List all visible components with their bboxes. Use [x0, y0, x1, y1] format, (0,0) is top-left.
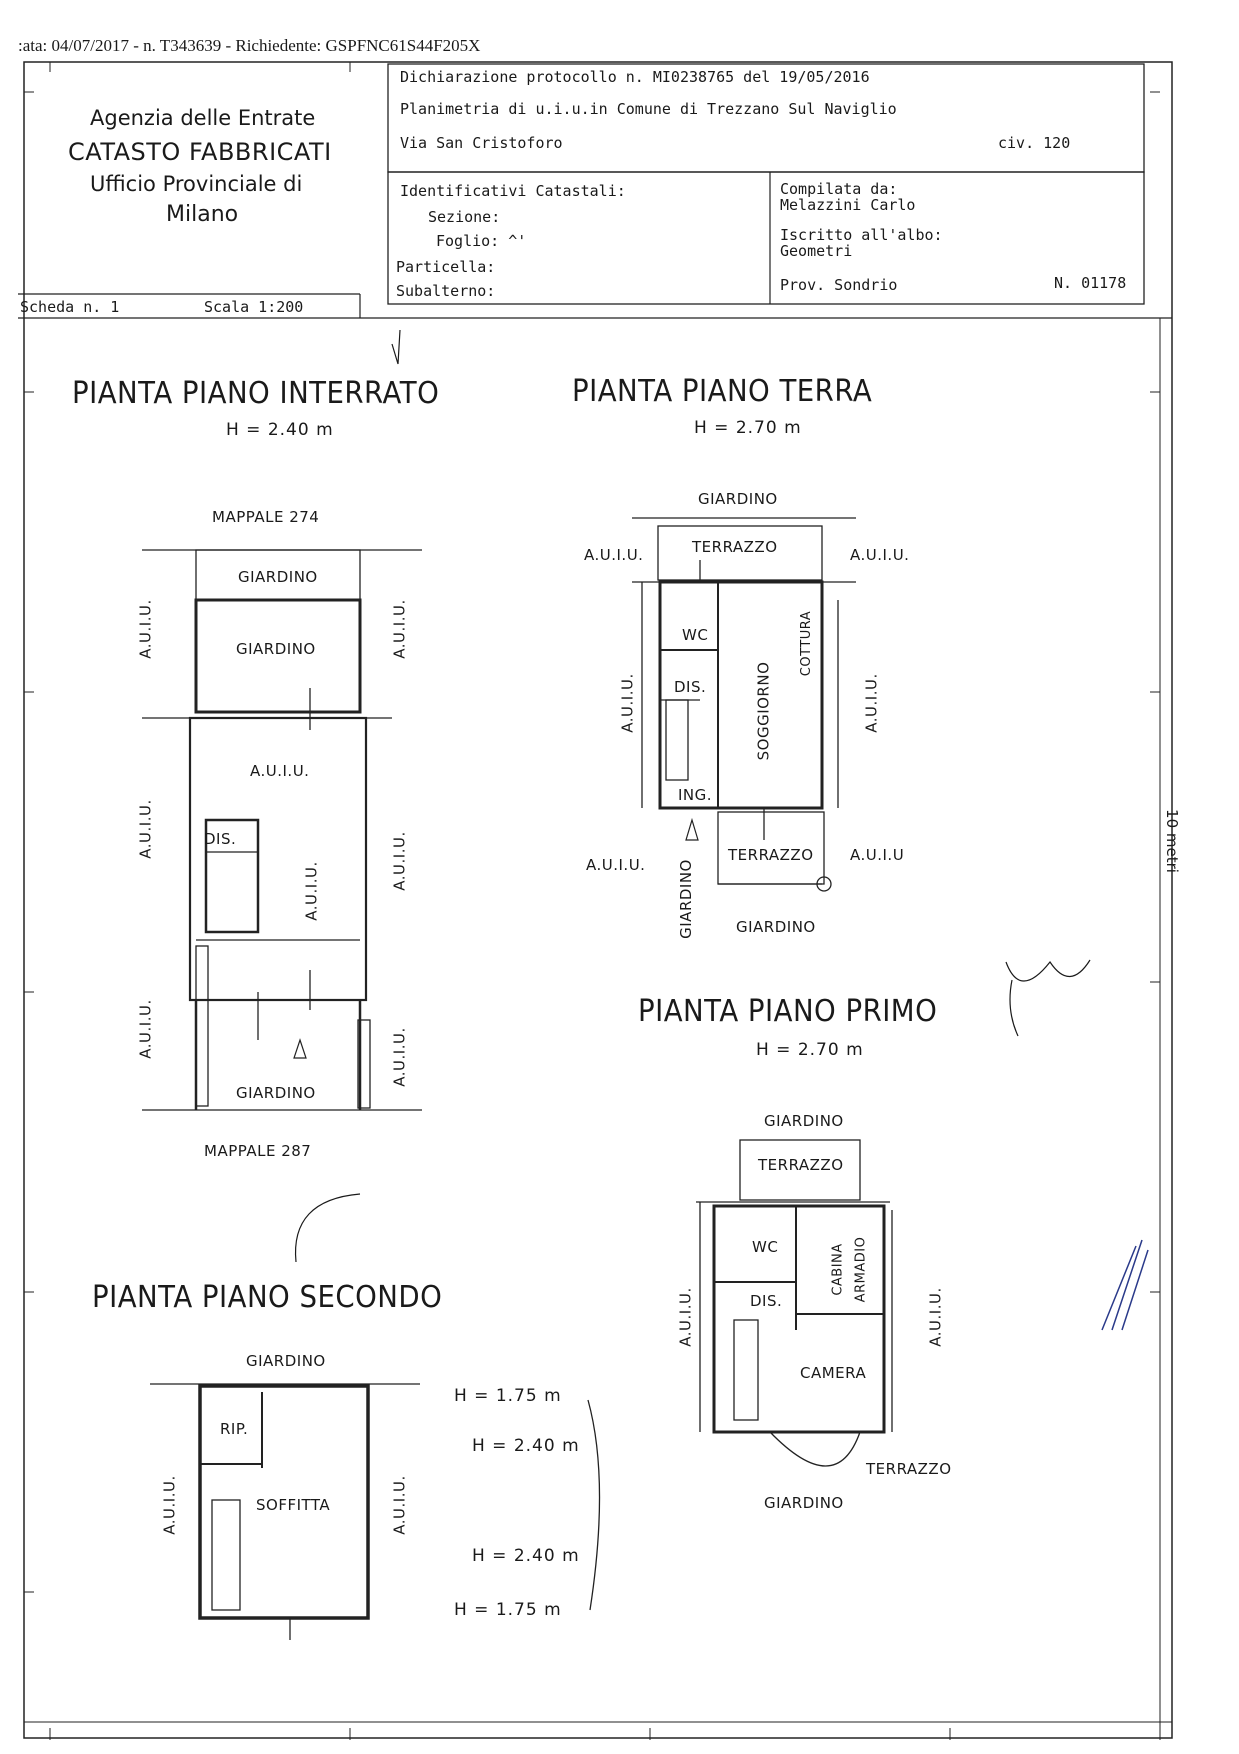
scheda-label: Scheda n. 1	[20, 298, 120, 316]
wc-primo: WC	[752, 1238, 779, 1256]
identificativi-label: Identificativi Catastali:	[400, 182, 626, 200]
title-terra: PIANTA PIANO TERRA	[572, 374, 873, 409]
ing-label: ING.	[678, 786, 713, 804]
dis-primo: DIS.	[750, 1292, 783, 1310]
soffitta-label: SOFFITTA	[256, 1496, 331, 1514]
compilata-label: Compilata da:	[780, 180, 898, 198]
giardino-interrato-bottom: GIARDINO	[236, 1084, 316, 1102]
plan-description: Planimetria di u.i.u.in Comune di Trezzano Sul Naviglio	[400, 100, 897, 118]
auiu-terra-bl: A.U.I.U.	[586, 856, 646, 874]
height-secondo-2: H = 2.40 m	[472, 1436, 580, 1456]
auiu-interrato-right1: A.U.I.U.	[390, 599, 409, 659]
auiu-terra-tr: A.U.I.U.	[850, 546, 910, 564]
giardino-interrato-top: GIARDINO	[238, 568, 318, 586]
registration-number: N. 01178	[1054, 274, 1127, 292]
title-secondo: PIANTA PIANO SECONDO	[92, 1280, 443, 1315]
dis-interrato: DIS.	[204, 830, 237, 848]
cottura-label: COTTURA	[799, 610, 815, 677]
auiu-interrato-right2: A.U.I.U.	[390, 831, 409, 891]
iscritto-label: Iscritto all'albo:	[780, 226, 943, 244]
giardino-terra-bottom: GIARDINO	[736, 918, 816, 936]
giardino-terra-side: GIARDINO	[676, 859, 695, 939]
auiu-secondo-left: A.U.I.U.	[160, 1475, 179, 1535]
auiu-interrato-right3: A.U.I.U.	[390, 1027, 409, 1087]
margin-note: 10 metri	[1162, 809, 1181, 873]
terrazzo-primo-top: TERRAZZO	[758, 1156, 844, 1174]
albo-value: Geometri	[780, 242, 853, 260]
height-primo: H = 2.70 m	[756, 1040, 864, 1060]
rip-label: RIP.	[220, 1420, 249, 1438]
auiu-interrato-center: A.U.I.U.	[250, 762, 310, 780]
giardino-secondo-top: GIARDINO	[246, 1352, 326, 1370]
auiu-terra-tl: A.U.I.U.	[584, 546, 644, 564]
height-secondo-4: H = 1.75 m	[454, 1600, 562, 1620]
auiu-interrato-left1: A.U.I.U.	[136, 599, 155, 659]
soggiorno-label: SOGGIORNO	[754, 661, 773, 761]
giardino-primo-bottom: GIARDINO	[764, 1494, 844, 1512]
province: Prov. Sondrio	[780, 276, 898, 294]
height-secondo-1: H = 1.75 m	[454, 1386, 562, 1406]
particella-label: Particella:	[396, 258, 496, 276]
auiu-primo-left: A.U.I.U.	[676, 1287, 695, 1347]
dis-terra: DIS.	[674, 678, 707, 696]
giardino-interrato-mid: GIARDINO	[236, 640, 316, 658]
title-primo: PIANTA PIANO PRIMO	[638, 994, 938, 1029]
mappale-bottom: MAPPALE 287	[204, 1142, 312, 1160]
auiu-primo-right: A.U.I.U.	[926, 1287, 945, 1347]
agency-line1: Agenzia delle Entrate	[90, 106, 316, 130]
terrazzo-terra-top: TERRAZZO	[692, 538, 778, 556]
giardino-primo-top: GIARDINO	[764, 1112, 844, 1130]
agency-line3: Ufficio Provinciale di	[90, 172, 303, 196]
declaration-line: Dichiarazione protocollo n. MI0238765 del 19/05/2016	[400, 68, 870, 86]
civic-number: civ. 120	[998, 134, 1071, 152]
title-interrato: PIANTA PIANO INTERRATO	[72, 376, 440, 411]
compiler-name: Melazzini Carlo	[780, 196, 916, 214]
auiu-terra-br: A.U.I.U	[850, 846, 905, 864]
auiu-interrato-left3: A.U.I.U.	[136, 999, 155, 1059]
foglio-label: Foglio: ^'	[436, 232, 527, 250]
subalterno-label: Subalterno:	[396, 282, 496, 300]
top-stamp: :ata: 04/07/2017 - n. T343639 - Richiedente: GSPFNC61S44F205X	[18, 36, 481, 55]
armadio-label: ARMADIO	[853, 1236, 869, 1303]
giardino-terra-top: GIARDINO	[698, 490, 778, 508]
wc-terra: WC	[682, 626, 709, 644]
terrazzo-terra-bottom: TERRAZZO	[728, 846, 814, 864]
camera-label: CAMERA	[800, 1364, 867, 1382]
height-secondo-3: H = 2.40 m	[472, 1546, 580, 1566]
scala-label: Scala 1:200	[204, 298, 304, 316]
mappale-top: MAPPALE 274	[212, 508, 320, 526]
street: Via San Cristoforo	[400, 134, 563, 152]
auiu-terra-right: A.U.I.U.	[862, 673, 881, 733]
height-interrato: H = 2.40 m	[226, 420, 334, 440]
agency-line4: Milano	[166, 202, 239, 227]
height-terra: H = 2.70 m	[694, 418, 802, 438]
sezione-label: Sezione:	[428, 208, 501, 226]
auiu-interrato-left2: A.U.I.U.	[136, 799, 155, 859]
auiu-terra-left: A.U.I.U.	[618, 673, 637, 733]
terrazzo-primo-bottom: TERRAZZO	[866, 1460, 952, 1478]
agency-line2: CATASTO FABBRICATI	[68, 138, 332, 166]
cabina-label: CABINA	[830, 1243, 846, 1296]
auiu-secondo-right: A.U.I.U.	[390, 1475, 409, 1535]
auiu-interrato-inner: A.U.I.U.	[302, 861, 321, 921]
